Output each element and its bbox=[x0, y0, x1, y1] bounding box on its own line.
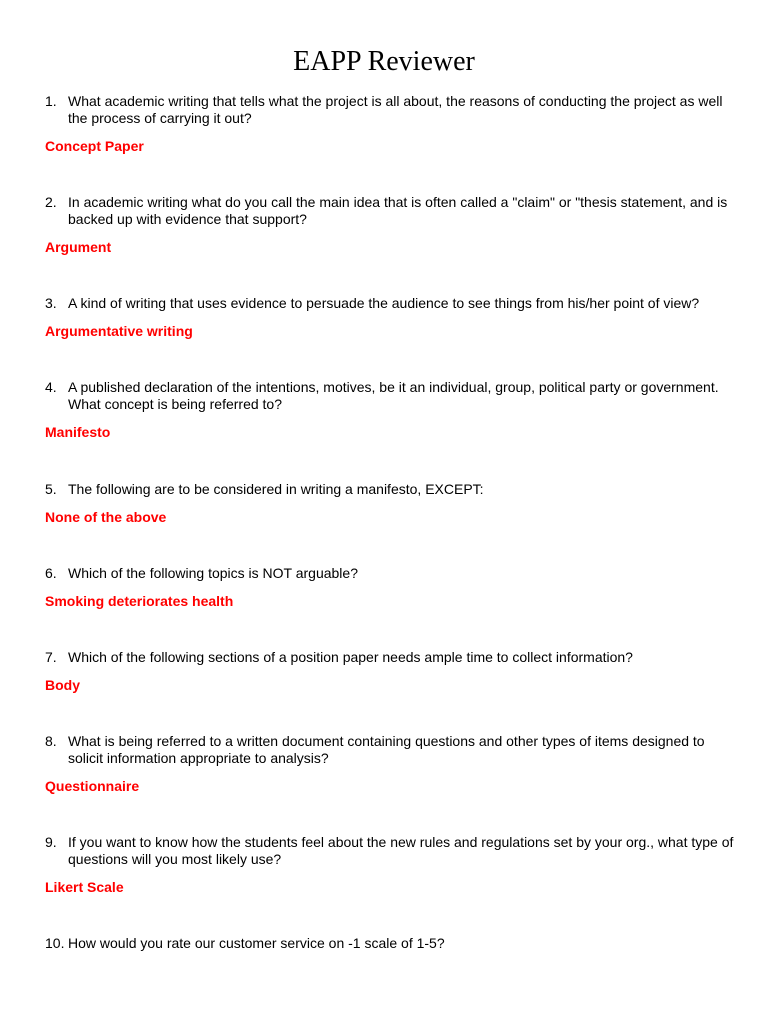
question-item-7 bbox=[45, 649, 735, 694]
answer-text: Smoking deteriorates health bbox=[45, 593, 234, 609]
question-text bbox=[45, 565, 735, 582]
question-number: 1. bbox=[45, 93, 57, 109]
answer-text: Questionnaire bbox=[45, 778, 140, 794]
question-text bbox=[45, 733, 735, 767]
question-number: 4. bbox=[45, 379, 57, 395]
question-text bbox=[45, 93, 735, 127]
question-number: 3. bbox=[45, 295, 57, 311]
question-body: A kind of writing that uses evidence to persuade the audience to see things from his/her point of view? bbox=[68, 295, 700, 311]
question-number: 9. bbox=[45, 834, 57, 850]
question-text bbox=[45, 481, 735, 498]
question-number: 7. bbox=[45, 649, 57, 665]
answer-text: Argumentative writing bbox=[45, 323, 193, 339]
answer-text: None of the above bbox=[45, 509, 167, 525]
question-item-5 bbox=[45, 481, 735, 526]
question-number: 8. bbox=[45, 733, 57, 749]
question-text bbox=[45, 935, 735, 952]
question-number: 10. bbox=[45, 935, 65, 951]
question-number: 6. bbox=[45, 565, 57, 581]
question-text bbox=[45, 295, 735, 312]
question-number: 5. bbox=[45, 481, 57, 497]
question-number: 2. bbox=[45, 194, 57, 210]
question-body: What is being referred to a written document containing questions and other types of items designed to solicit information appropriate to analysis? bbox=[68, 733, 705, 766]
question-body: In academic writing what do you call the main idea that is often called a "claim" or "thesis statement, and is backed up with evidence that support? bbox=[68, 194, 728, 227]
question-item-6 bbox=[45, 565, 735, 610]
question-item-4 bbox=[45, 379, 735, 441]
question-item-3 bbox=[45, 295, 735, 340]
question-item-2 bbox=[45, 194, 735, 256]
question-body: A published declaration of the intentions, motives, be it an individual, group, political party or government. What concept is being referred to? bbox=[68, 379, 719, 412]
question-body: What academic writing that tells what the project is all about, the reasons of conducting the project as well the process of carrying it out? bbox=[68, 93, 723, 126]
answer-text: Likert Scale bbox=[45, 879, 124, 895]
question-item-8 bbox=[45, 733, 735, 795]
question-text bbox=[45, 379, 735, 413]
question-body: How would you rate our customer service on -1 scale of 1-5? bbox=[68, 935, 445, 951]
question-body: The following are to be considered in writing a manifesto, EXCEPT: bbox=[68, 481, 484, 497]
question-text bbox=[45, 834, 735, 868]
question-body: Which of the following topics is NOT arguable? bbox=[68, 565, 358, 581]
question-text bbox=[45, 649, 735, 666]
answer-text: Argument bbox=[45, 239, 112, 255]
question-body: Which of the following sections of a position paper needs ample time to collect information? bbox=[68, 649, 633, 665]
question-item-9 bbox=[45, 834, 735, 896]
question-item-1 bbox=[45, 93, 735, 155]
answer-text: Manifesto bbox=[45, 424, 111, 440]
question-body: If you want to know how the students feel about the new rules and regulations set by your org., what type of questions will you most likely use? bbox=[68, 834, 734, 867]
answer-text: Concept Paper bbox=[45, 138, 144, 154]
question-item-10 bbox=[45, 935, 735, 952]
answer-text: Body bbox=[45, 677, 80, 693]
page-title: EAPP Reviewer bbox=[293, 46, 475, 77]
question-text bbox=[45, 194, 735, 228]
